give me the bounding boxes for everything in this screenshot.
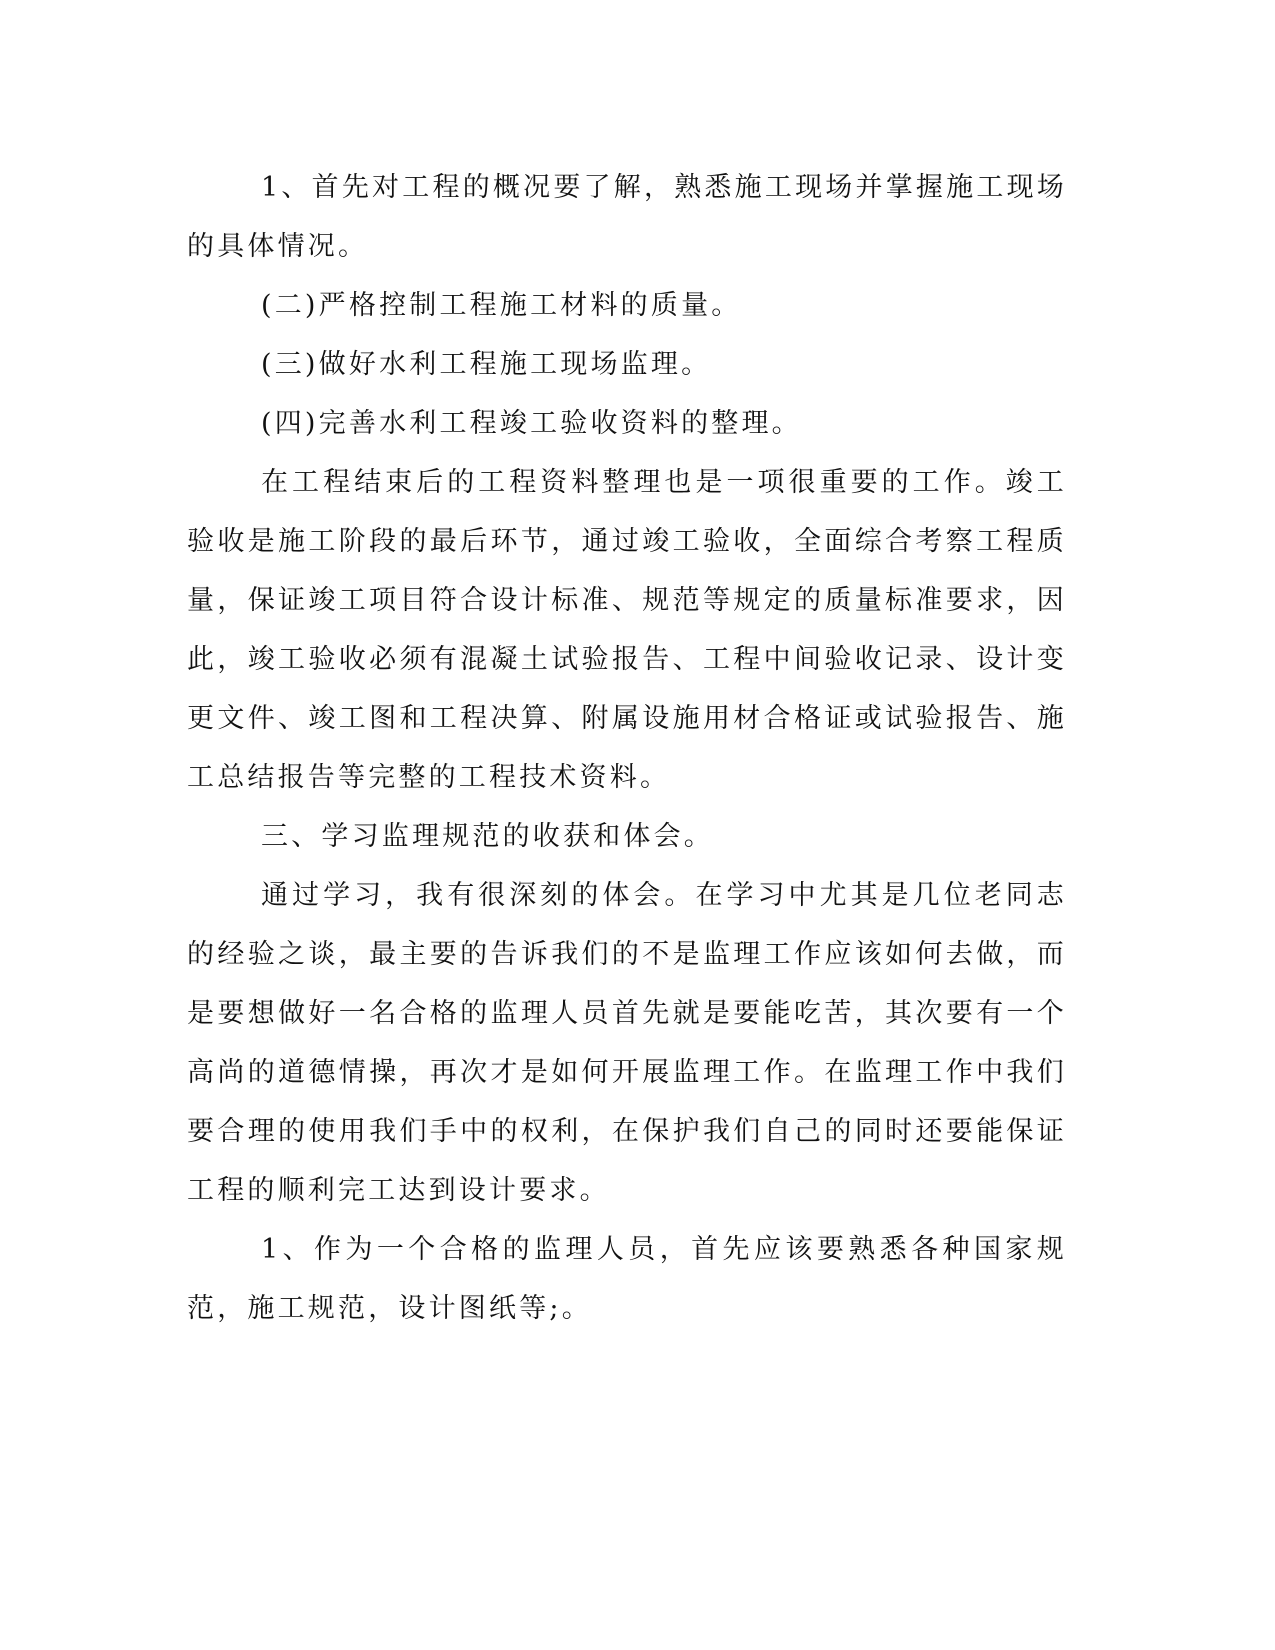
paragraph-site-supervision: (三)做好水利工程施工现场监理。 bbox=[261, 349, 712, 380]
paragraph-completion-documents: (四)完善水利工程竣工验收资料的整理。 bbox=[261, 408, 802, 439]
paragraph-acceptance-materials: 在工程结束后的工程资料整理也是一项很重要的工作。竣工验收是施工阶段的最后环节，通过竣工验收，全面综合考察工程质量，保证竣工项目符合设计标准、规范等规定的质量标准要求，因此，竣工验收必须有混凝土试验报告、工程中间验收记录、设计变更文件、竣工图和工程决算、附属设施用材合格证或试验报告、施工总结报告等完整的工程技术资料。 bbox=[187, 467, 1067, 793]
document-body bbox=[187, 158, 1067, 1338]
paragraph-learning-experience: 通过学习，我有很深刻的体会。在学习中尤其是几位老同志的经验之谈，最主要的告诉我们的不是监理工作应该如何去做，而是要想做好一名合格的监理人员首先就是要能吃苦，其次要有一个高尚的道德情操，再次才是如何开展监理工作。在监理工作中我们要合理的使用我们手中的权利，在保护我们自己的同时还要能保证工程的顺利完工达到设计要求。 bbox=[187, 880, 1067, 1206]
paragraph-material-quality: (二)严格控制工程施工材料的质量。 bbox=[261, 290, 742, 321]
section-heading-learning-gains: 三、学习监理规范的收获和体会。 bbox=[261, 821, 714, 852]
paragraph-qualified-supervisor: 1、作为一个合格的监理人员，首先应该要熟悉各种国家规范，施工规范，设计图纸等;。 bbox=[187, 1234, 1067, 1324]
paragraph-site-familiarity: 1、首先对工程的概况要了解，熟悉施工现场并掌握施工现场的具体情况。 bbox=[187, 172, 1067, 262]
